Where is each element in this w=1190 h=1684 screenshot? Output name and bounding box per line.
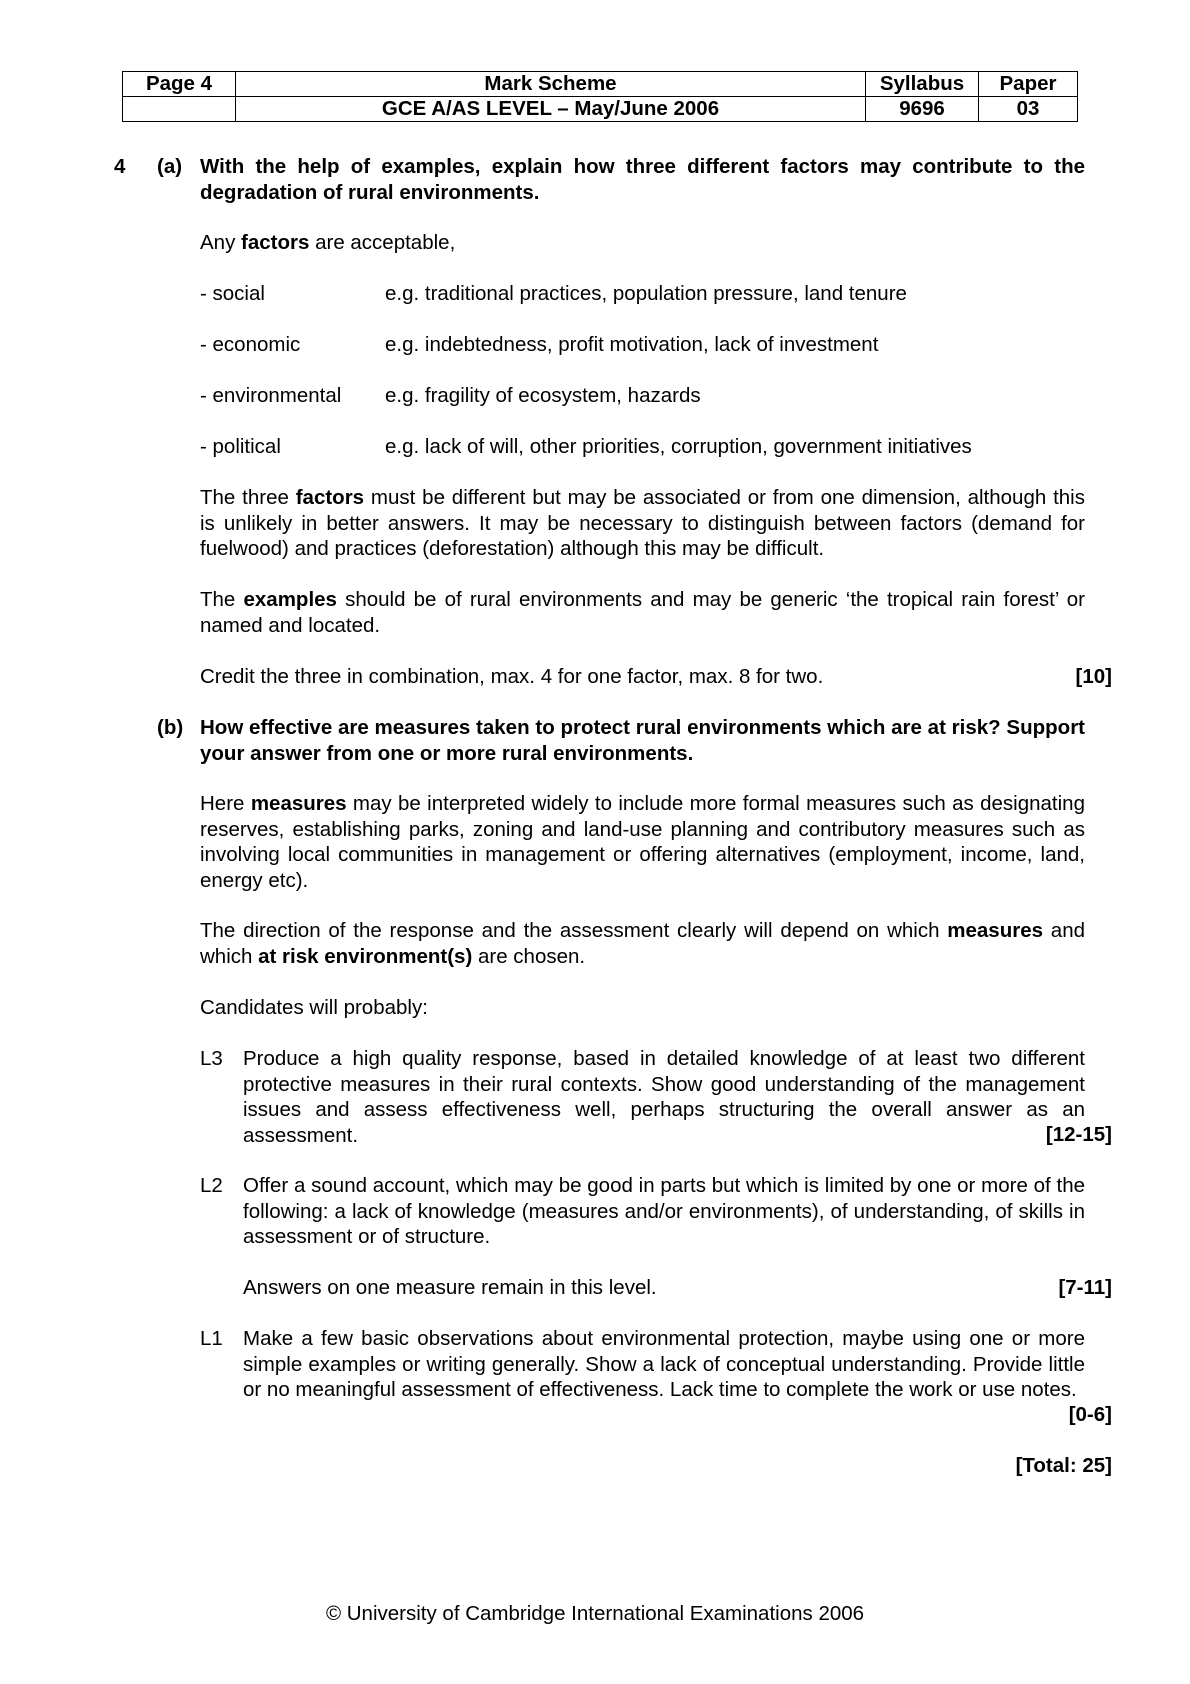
factor-examples: e.g. lack of will, other priorities, corruption, government initiatives	[385, 435, 972, 458]
level-label: L1	[200, 1327, 223, 1350]
factor-examples: e.g. traditional practices, population pressure, land tenure	[385, 282, 907, 305]
question-number: 4	[114, 155, 126, 178]
level-marks: [12-15]	[1045, 1123, 1112, 1146]
measures-paragraph: Here measures may be interpreted widely to include more formal measures such as designating reserves, establishing parks, zoning and land-use planning and contributory measures such as involving local communities in management or offering alternatives (employment, income, land, energy etc).	[200, 792, 1085, 892]
direction-paragraph: The direction of the response and the assessment clearly will depend on which measures and which at risk environment(s) are chosen.	[200, 919, 1085, 968]
level-descriptor: Produce a high quality response, based in detailed knowledge of at least two different protective measures in their rural contexts. Show good understanding of the management issues and assess effectiveness well, perhaps structuring the overall answer as an assessment.	[243, 1047, 1085, 1147]
factors-intro: Any factors are acceptable,	[200, 231, 456, 254]
exam-subtitle: GCE A/AS LEVEL – May/June 2006	[236, 97, 866, 122]
level-label: L3	[200, 1047, 223, 1070]
header-empty-cell	[123, 97, 236, 122]
part-a-question: With the help of examples, explain how three different factors may contribute to the degradation of rural environments.	[200, 155, 1085, 204]
factor-name: - social	[200, 282, 265, 305]
factor-examples: e.g. indebtedness, profit motivation, lack of investment	[385, 333, 879, 356]
part-b-question: How effective are measures taken to protect rural environments which are at risk? Support your answer from one or more rural environments.	[200, 716, 1085, 765]
syllabus-label: Syllabus	[866, 72, 979, 97]
paper-label: Paper	[979, 72, 1078, 97]
part-b-label: (b)	[157, 716, 184, 739]
credit-text: Credit the three in combination, max. 4 for one factor, max. 8 for two.	[200, 665, 824, 688]
candidates-intro: Candidates will probably:	[200, 996, 428, 1019]
factor-examples: e.g. fragility of ecosystem, hazards	[385, 384, 701, 407]
syllabus-code: 9696	[866, 97, 979, 122]
level-marks: [7-11]	[1058, 1276, 1112, 1299]
level-descriptor: Offer a sound account, which may be good in parts but which is limited by one or more of the following: a lack of knowledge (measures and/or environments), of understanding, of skills in assessment or of structure.	[243, 1174, 1085, 1248]
level-label: L2	[200, 1174, 223, 1197]
footer-copyright: © University of Cambridge International Examinations 2006	[325, 1602, 865, 1625]
page-number: Page 4	[123, 72, 236, 97]
factor-name: - economic	[200, 333, 301, 356]
factors-paragraph: The three factors must be different but may be associated or from one dimension, although this is unlikely in better answers. It may be necessary to distinguish between factors (demand for fuelwood) and practices (deforestation) although this may be difficult.	[200, 486, 1085, 560]
total-marks: [Total: 25]	[1015, 1454, 1112, 1477]
level-extra-line	[243, 1275, 1112, 1301]
credit-line	[200, 664, 1112, 690]
level-marks: [0-6]	[1068, 1403, 1112, 1426]
part-a-label: (a)	[157, 155, 183, 178]
part-a-marks: [10]	[1075, 665, 1112, 688]
header-table	[122, 71, 1078, 122]
factor-name: - environmental	[200, 384, 342, 407]
examples-paragraph: The examples should be of rural environments and may be generic ‘the tropical rain forest’ or named and located.	[200, 588, 1085, 637]
level-descriptor: Make a few basic observations about environmental protection, maybe using one or more simple examples or writing generally. Show a lack of conceptual understanding. Provide little or no meaningful assessment of effectiveness. Lack time to complete the work or use notes.	[243, 1327, 1085, 1401]
level-extra-text: Answers on one measure remain in this level.	[243, 1276, 657, 1299]
paper-code: 03	[979, 97, 1078, 122]
document-title: Mark Scheme	[236, 72, 866, 97]
factor-name: - political	[200, 435, 281, 458]
